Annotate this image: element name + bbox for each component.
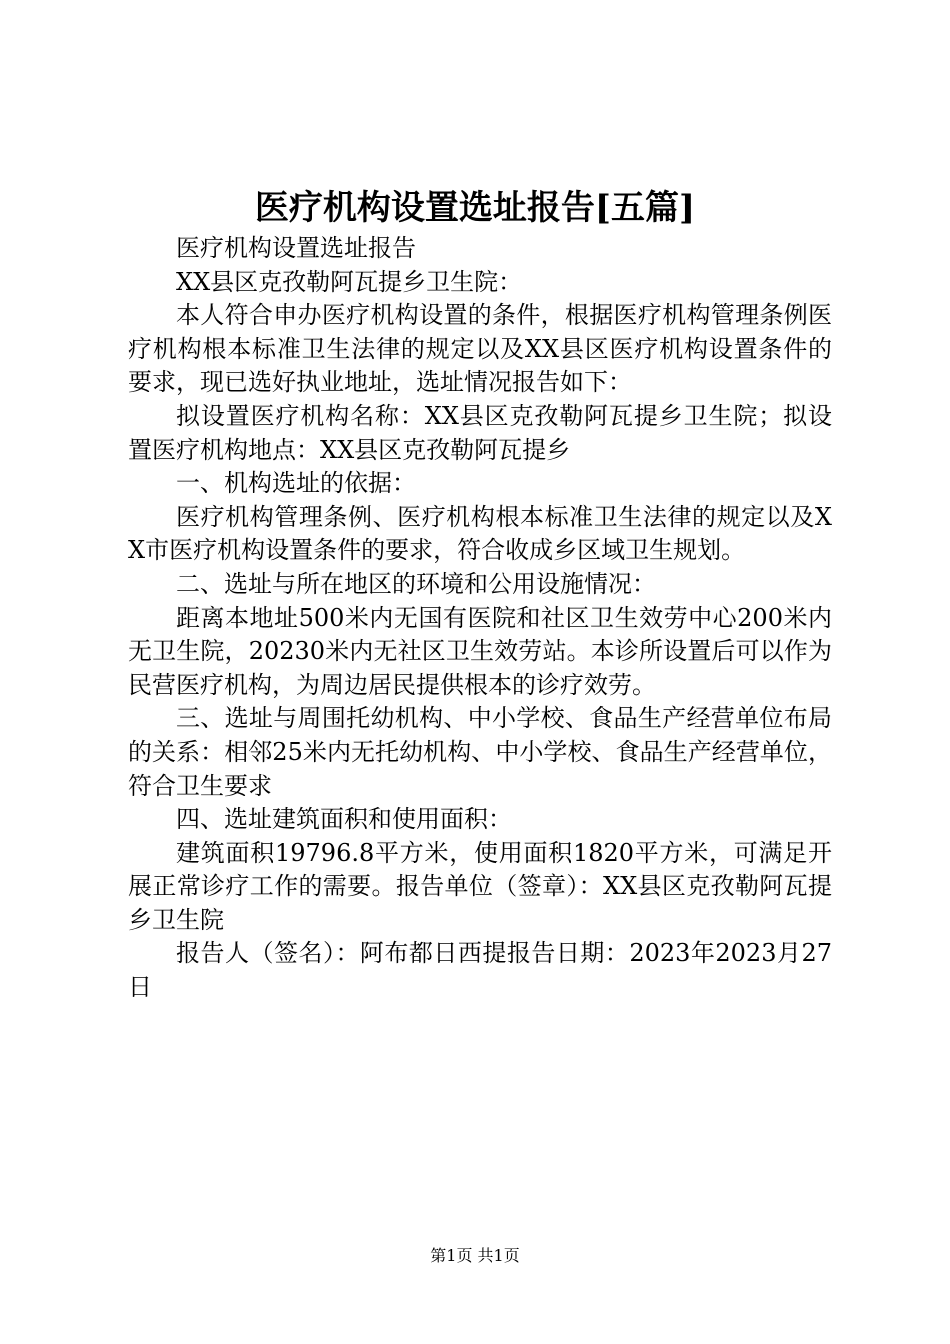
paragraph-intro: 本人符合申办医疗机构设置的条件，根据医疗机构管理条例医疗机构根本标准卫生法律的规定以及XX县区医疗机构设置条件的要求，现已选好执业地址，选址情况报告如下： — [128, 301, 832, 397]
page-footer: 第1页 共1页 — [430, 1246, 520, 1265]
section-heading-surroundings: 三、选址与周围托幼机构、中小学校、食品生产经营单位布局的关系：相邻25米内无托幼机构、中小学校、食品生产经营单位，符合卫生要求 — [128, 704, 832, 800]
paragraph-environment: 距离本地址500米内无国有医院和社区卫生效劳中心200米内无卫生院，20230米内无社区卫生效劳站。本诊所设置后可以作为民营医疗机构，为周边居民提供根本的诊疗效劳。 — [128, 603, 832, 699]
paragraph-subtitle: 医疗机构设置选址报告 — [176, 234, 416, 262]
paragraph-addressee: XX县区克孜勒阿瓦提乡卫生院： — [176, 267, 523, 296]
section-heading-environment: 二、选址与所在地区的环境和公用设施情况： — [176, 569, 656, 598]
paragraph-area: 建筑面积19796.8平方米，使用面积1820平方米，可满足开展正常诊疗工作的需要。报告单位（签章）：XX县区克孜勒阿瓦提乡卫生院 — [128, 838, 832, 934]
paragraph-institution-name: 拟设置医疗机构名称：XX县区克孜勒阿瓦提乡卫生院；拟设置医疗机构地点：XX县区克孜勒阿瓦提乡 — [128, 401, 832, 464]
paragraph-signature: 报告人（签名）：阿布都日西提报告日期：2023年2023月27日 — [128, 939, 832, 1002]
document-title: 医疗机构设置选址报告[五篇] — [254, 188, 696, 228]
document-body — [128, 232, 832, 1005]
section-heading-area: 四、选址建筑面积和使用面积： — [176, 805, 512, 834]
paragraph-basis: 医疗机构管理条例、医疗机构根本标准卫生法律的规定以及XX市医疗机构设置条件的要求，符合收成乡区域卫生规划。 — [128, 502, 832, 565]
section-heading-basis: 一、机构选址的依据： — [176, 469, 416, 498]
